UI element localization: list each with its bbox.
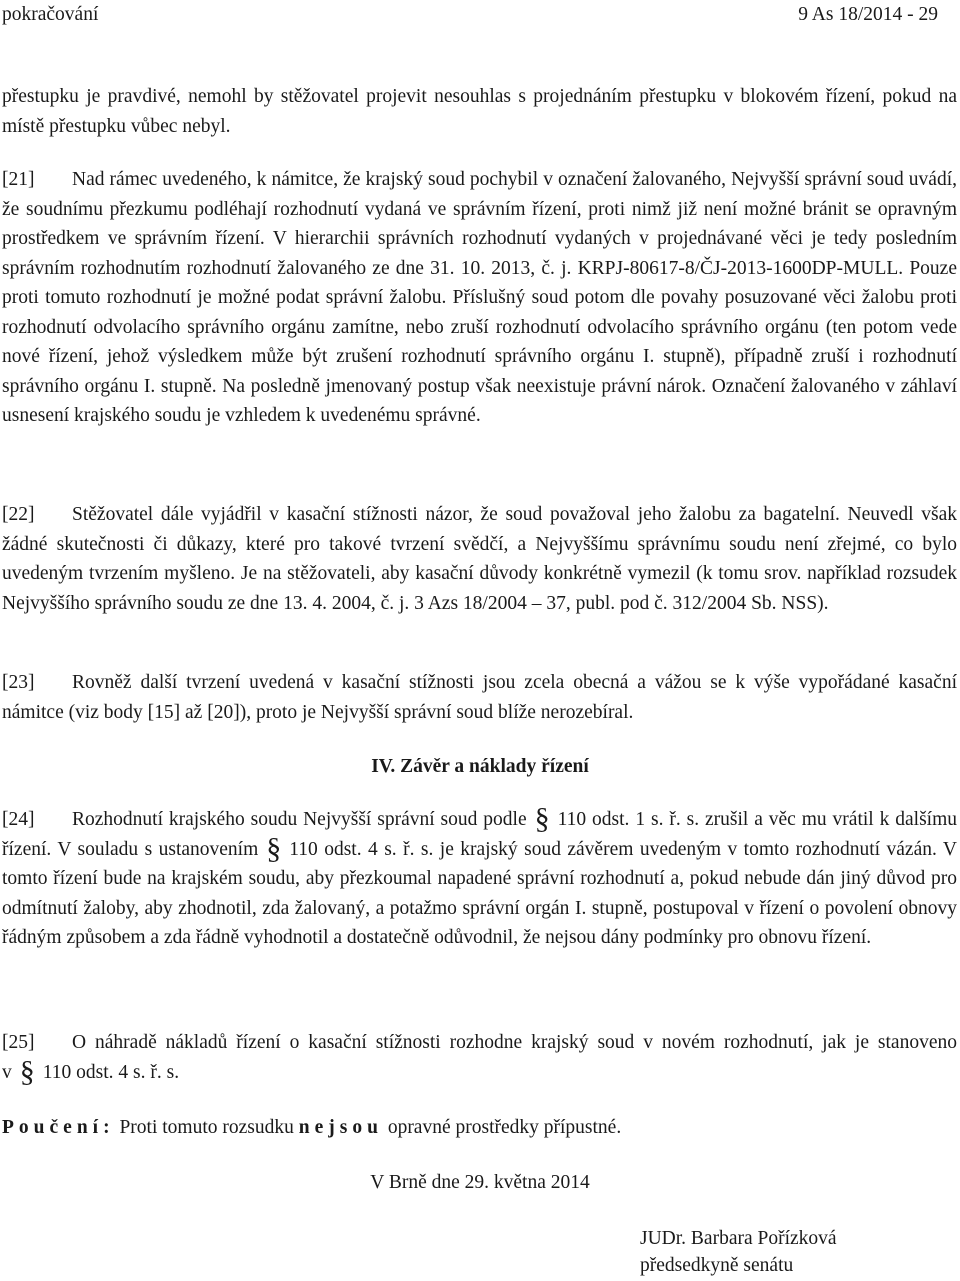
paragraph-23 <box>2 668 957 727</box>
paragraph-number: [22] <box>2 504 35 525</box>
section-sign-icon: § <box>19 1054 35 1088</box>
paragraph-text: 110 odst. 4 s. ř. s. <box>42 1061 180 1083</box>
paragraph-text: 110 odst. 4 s. ř. s. je krajský soud závěrem uvedeným v tomto rozhodnutí vázán. V tomto řízení bude na krajském soudu, aby přezkoumal napadené správní rozhodnutí a, pokud nebude dán jiný důvod pro odmítnutí žaloby, aby zhodnotil, zda žalovaný, a potažmo správní orgán I. stupně, postupoval v řízení o povolení obnovy řádným způsobem a zda řádně vyhodnotil a dostatečně odůvodnil, že nejsou dány podmínky pro obnovu řízení. <box>2 838 958 948</box>
instruction-text: opravné prostředky přípustné. <box>387 1117 622 1138</box>
paragraph-number: [24] <box>2 809 35 830</box>
paragraph-text: O náhradě nákladů řízení o kasační stížnosti rozhodne krajský soud v novém rozhodnutí, jak je stanoveno v <box>2 1032 957 1083</box>
header-continuation: pokračování <box>2 4 99 25</box>
instruction-label: Poučení: <box>2 1117 115 1138</box>
paragraph-25 <box>2 1028 957 1087</box>
paragraph-text: Nad rámec uvedeného, k námitce, že krajský soud pochybil v označení žalovaného, Nejvyšší správní soud uvádí, že soudnímu přezkumu podléhají rozhodnutí vydaná ve správním řízení, proti nimž již není možné bránit se opravným prostředkem ve správním řízení. V hierarchii správních rozhodnutí vydaných v projednávané věci je tedy posledním správním rozhodnutím rozhodnutí žalovaného ze dne 31. 10. 2013, č. j. KRPJ-80617-8/ČJ-2013-1600DP-MULL. Pouze proti tomuto rozhodnutí je možné podat správní žalobu. Příslušný soud potom dle povahy posuzované věci žalobu proti rozhodnutí odvolacího správního orgánu zamítne, nebo zruší rozhodnutí odvolacího správního orgánu (ten potom vede nové řízení, jehož výsledkem může být zrušení rozhodnutí správního orgánu I. stupně), případně zruší i rozhodnutí správního orgánu I. stupně. Na posledně jmenovaný postup však neexistuje právní nárok. Označení žalovaného v záhlaví usnesení krajského soudu je vzhledem k uvedenému správné. <box>2 169 957 426</box>
paragraph-22 <box>2 500 957 618</box>
paragraph-number: [21] <box>2 169 35 190</box>
header-case-number: 9 As 18/2014 - 29 <box>798 4 938 25</box>
paragraph-number: [25] <box>2 1032 35 1053</box>
paragraph-24 <box>2 802 958 953</box>
paragraph-21 <box>2 165 957 431</box>
paragraph-text: Rozhodnutí krajského soudu Nejvyšší správní soud podle <box>72 809 527 830</box>
signature-role: předsedkyně senátu <box>640 1255 794 1276</box>
paragraph-text: 110 odst. 1 s. ř. s. zrušil a věc mu vrátil k dalšímu řízení. V souladu s ustanovením <box>2 809 957 860</box>
date-line: V Brně dne 29. května 2014 <box>370 1172 590 1193</box>
instruction-line <box>2 1113 957 1143</box>
paragraph-text: Rovněž další tvrzení uvedená v kasační stížnosti jsou zcela obecná a vážou se k výše vypořádané kasační námitce (viz body [15] až [20]), proto je Nejvyšší správní soud blíže nerozebíral. <box>2 672 957 723</box>
signature-name: JUDr. Barbara Pořízková <box>640 1228 837 1249</box>
instruction-text: Proti tomuto rozsudku <box>119 1117 294 1138</box>
section-sign-icon: § <box>266 831 282 865</box>
section-heading: IV. Závěr a náklady řízení <box>371 756 589 777</box>
paragraph-text: Stěžovatel dále vyjádřil v kasační stížnosti názor, že soud považoval jeho žalobu za bagatelní. Neuvedl však žádné skutečnosti či důkazy, které pro takové tvrzení svědčí, a Nejvyššímu správnímu soudu není zřejmé, co bylo uvedeným tvrzením myšleno. Je na stěžovateli, aby kasační důvody konkrétně vymezil (k tomu srov. například rozsudek Nejvyššího správního soudu ze dne 13. 4. 2004, č. j. 3 Azs 18/2004 – 37, publ. pod č. 312/2004 Sb. NSS). <box>2 504 957 614</box>
instruction-emphasis: nejsou <box>298 1117 383 1138</box>
section-sign-icon: § <box>534 802 550 835</box>
intro-paragraph: přestupku je pravdivé, nemohl by stěžovatel projevit nesouhlas s projednáním přestupku v blokovém řízení, pokud na místě přestupku vůbec nebyl. <box>2 86 957 137</box>
page-header <box>0 0 960 30</box>
paragraph-number: [23] <box>2 672 35 693</box>
